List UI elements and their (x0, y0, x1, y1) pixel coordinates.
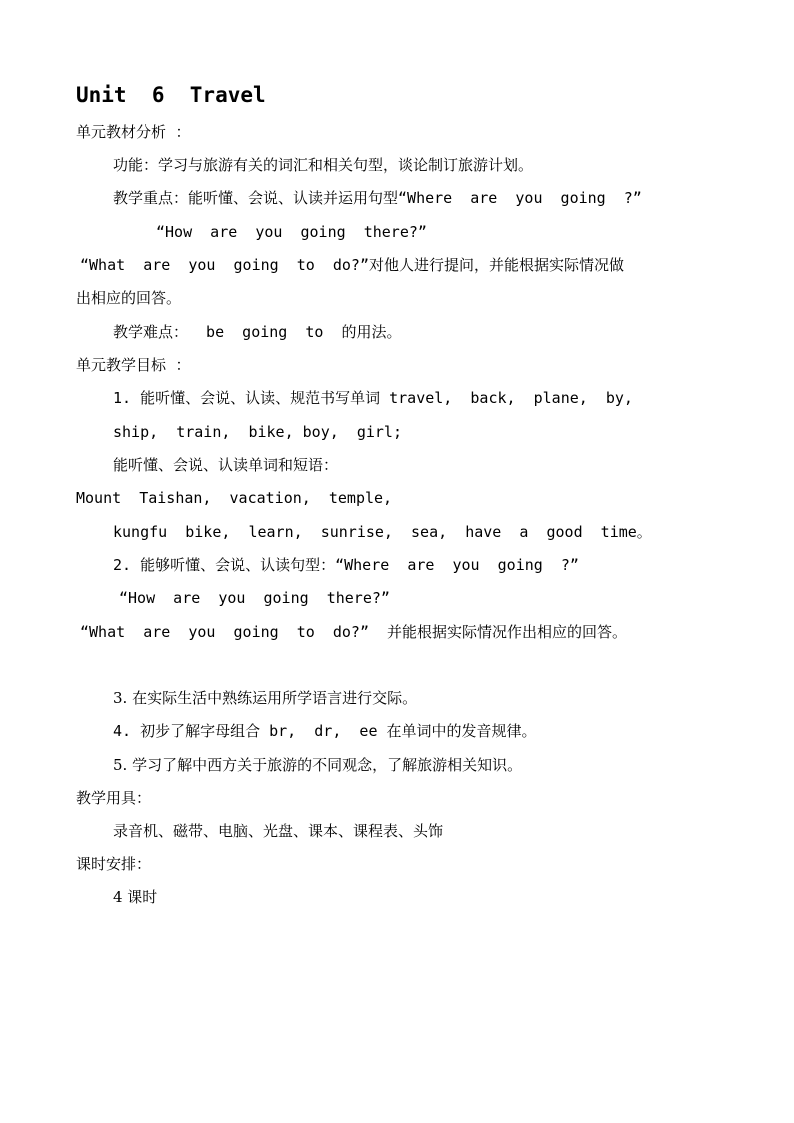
objective-2-line: 2. 能够听懂、会说、认读句型：“Where are you going ?” (113, 556, 579, 574)
objective-2-sentence-3: “What are you going to do?” 并能根据实际情况作出相应的回答。 (80, 623, 628, 641)
section-heading-schedule: 课时安排： (76, 855, 152, 873)
objective-3-line: 3. 在实际生活中熟练运用所学语言进行交际。 (113, 689, 418, 707)
objective-5-line: 5. 学习了解中西方关于旅游的不同观念，了解旅游相关知识。 (113, 756, 523, 774)
objective-1-phrases-intro: 能听懂、会说、认读单词和短语： (113, 456, 339, 474)
section-heading-materials: 单元教材分析 ： (76, 123, 191, 141)
objective-1-phrases-1: Mount Taishan, vacation, temple, (76, 489, 393, 507)
schedule-value: 4 课时 (113, 888, 158, 906)
objective-1-words: ship, train, bike, boy, girl; (113, 423, 402, 441)
key-points-line: 教学重点：能听懂、会说、认读并运用句型“Where are you going ?” (113, 189, 642, 207)
key-points-sentence-3: “What are you going to do?”对他人进行提问，并能根据实际情况做 (80, 256, 624, 274)
objective-1-line: 1. 能听懂、会说、认读、规范书写单词 travel, back, plane, by, (113, 389, 633, 407)
objective-2-sentence-2: “How are you going there?” (119, 589, 390, 607)
key-points-continuation: 出相应的回答。 (76, 289, 182, 307)
key-points-sentence-2: “How are you going there?” (156, 223, 427, 241)
tools-list: 录音机、磁带、电脑、光盘、课本、课程表、头饰 (113, 822, 444, 840)
section-heading-objectives: 单元教学目标 ： (76, 356, 191, 374)
objective-1-phrases-2: kungfu bike, learn, sunrise, sea, have a good time。 (113, 523, 652, 541)
section-heading-tools: 教学用具： (76, 789, 152, 807)
function-line: 功能：学习与旅游有关的词汇和相关句型，谈论制订旅游计划。 (113, 156, 534, 174)
objective-4-line: 4. 初步了解字母组合 br, dr, ee 在单词中的发音规律。 (113, 722, 537, 740)
document-title: Unit 6 Travel (76, 83, 266, 107)
difficult-points-line: 教学难点： be going to 的用法。 (113, 323, 402, 341)
